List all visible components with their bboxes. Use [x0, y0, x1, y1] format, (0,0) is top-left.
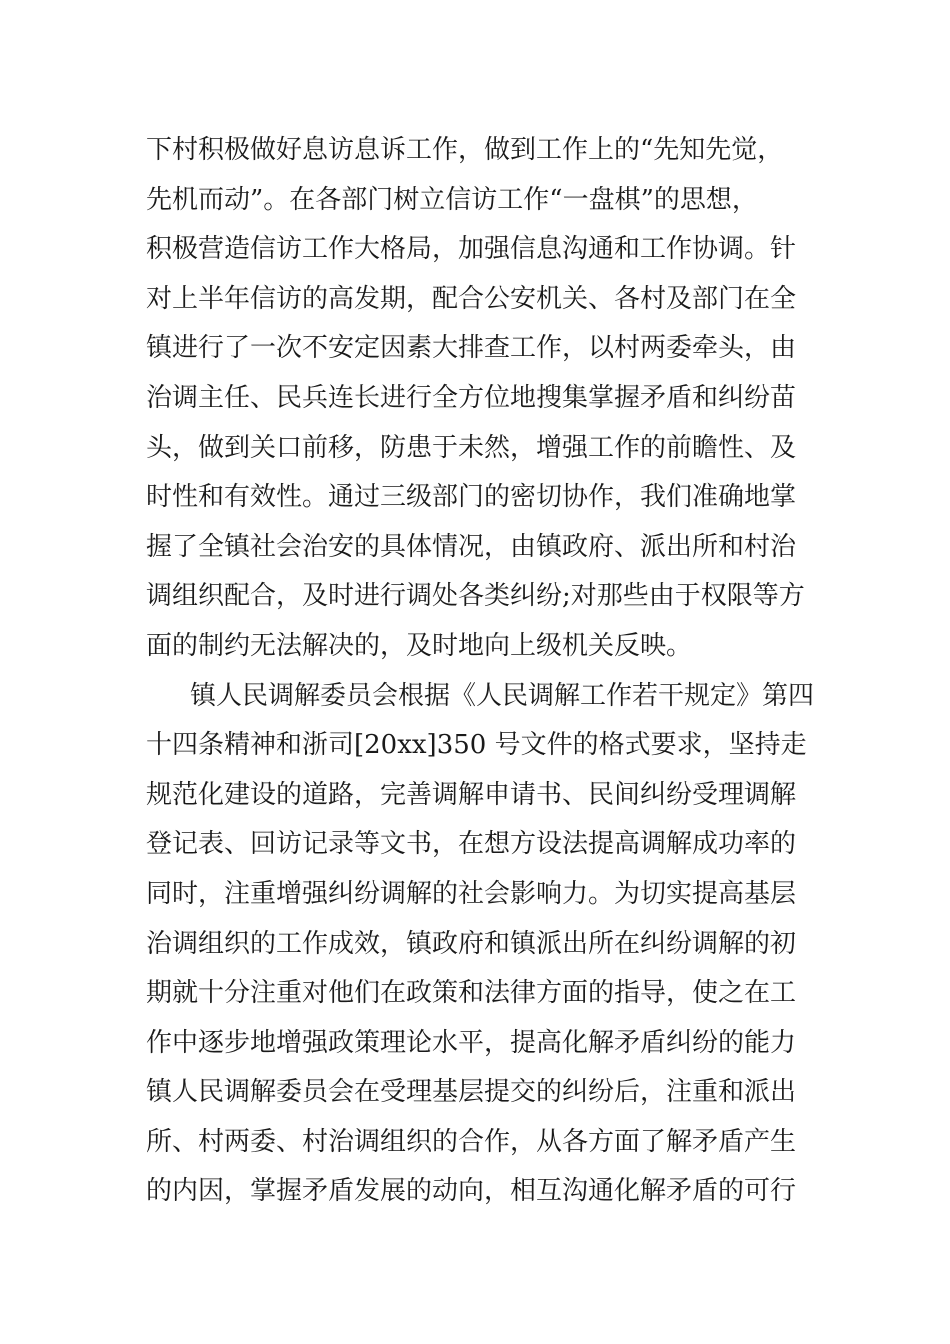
text-line: 先机而动”。在各部门树立信访工作“一盘棋”的思想，: [146, 184, 758, 215]
text-line: 头，做到关口前移，防患于未然，增强工作的前瞻性、及: [146, 432, 797, 463]
paragraph-2: [146, 672, 815, 1218]
text-line: 对上半年信访的高发期，配合公安机关、各村及部门在全: [146, 283, 797, 314]
text-line: 时性和有效性。通过三级部门的密切协作，我们准确地掌: [146, 482, 797, 513]
text-line: 规范化建设的道路，完善调解申请书、民间纠纷受理调解: [146, 779, 797, 810]
text-line: 十四条精神和浙司[20xx]350 号文件的格式要求，坚持走: [146, 730, 807, 761]
text-line: 镇人民调解委员会在受理基层提交的纠纷后，注重和派出: [146, 1077, 797, 1108]
text-line-indented: 镇人民调解委员会根据《人民调解工作若干规定》第四: [190, 680, 815, 711]
text-line: 登记表、回访记录等文书，在想方设法提高调解成功率的: [146, 829, 797, 860]
text-line: 调组织配合，及时进行调处各类纠纷;对那些由于权限等方: [146, 581, 805, 612]
text-line: 镇进行了一次不安定因素大排查工作，以村两委牵头，由: [146, 333, 797, 364]
text-line: 所、村两委、村治调组织的合作，从各方面了解矛盾产生: [146, 1126, 797, 1157]
paragraph-1: [146, 126, 810, 672]
text-line: 握了全镇社会治安的具体情况，由镇政府、派出所和村治: [146, 531, 797, 562]
text-line: 治调主任、民兵连长进行全方位地搜集掌握矛盾和纠纷苗: [146, 382, 797, 413]
text-line: 面的制约无法解决的，及时地向上级机关反映。: [146, 630, 693, 661]
text-line: 的内因，掌握矛盾发展的动向，相互沟通化解矛盾的可行: [146, 1176, 797, 1207]
body-text: [146, 126, 815, 1217]
text-line: 期就十分注重对他们在政策和法律方面的指导，使之在工: [146, 978, 797, 1009]
text-line: 同时，注重增强纠纷调解的社会影响力。为切实提高基层: [146, 878, 797, 909]
text-line: 积极营造信访工作大格局，加强信息沟通和工作协调。针: [146, 234, 797, 265]
text-line: 作中逐步地增强政策理论水平，提高化解矛盾纠纷的能力: [146, 1027, 797, 1058]
text-line: 下村积极做好息访息诉工作，做到工作上的“先知先觉，: [146, 135, 784, 165]
text-line: 治调组织的工作成效，镇政府和镇派出所在纠纷调解的初: [146, 928, 797, 959]
